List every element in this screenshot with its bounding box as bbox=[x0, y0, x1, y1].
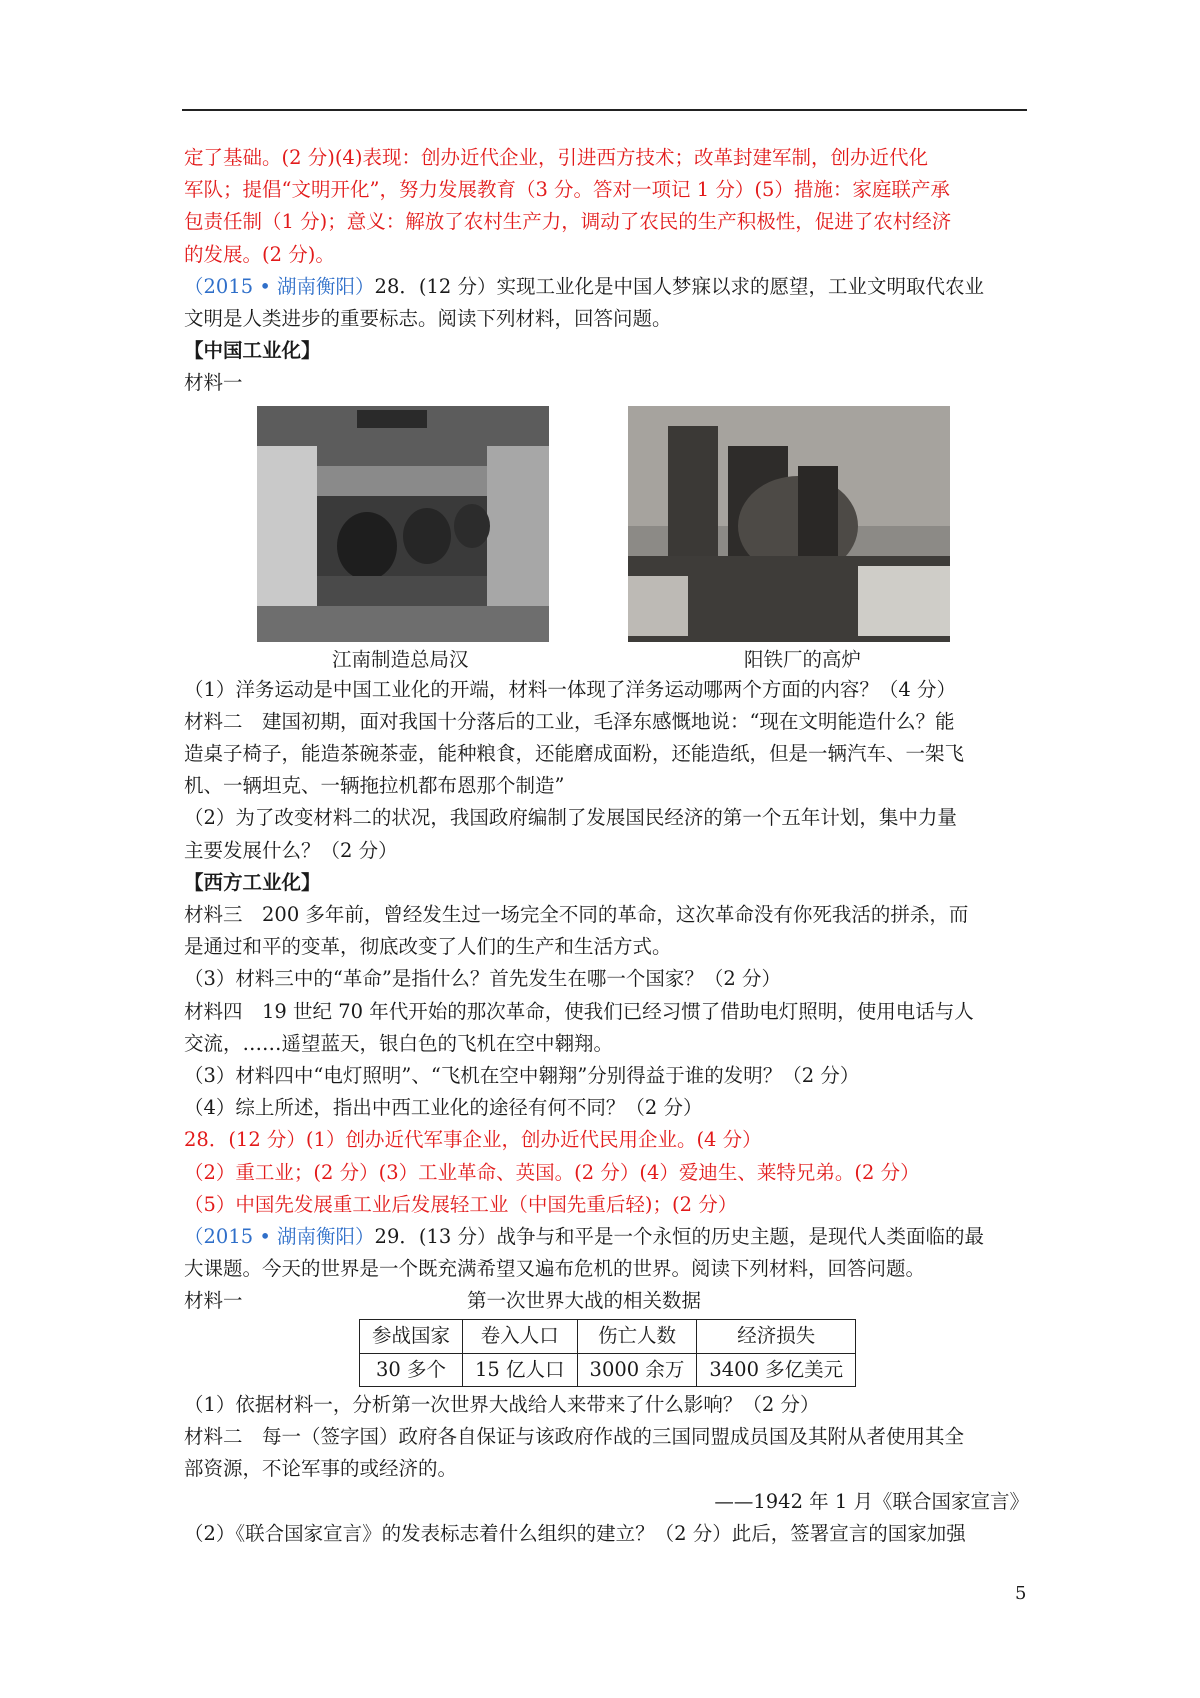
prev-answer-line: 定了基础。(2 分)(4)表现：创办近代企业，引进西方技术；改革封建军制，创办近代化 bbox=[184, 146, 928, 169]
q28-question-2: （2）为了改变材料二的状况，我国政府编制了发展国民经济的第一个五年计划，集中力量 bbox=[184, 806, 957, 830]
material-four-line: 材料四 19 世纪 70 年代开始的那次革命，使我们已经习惯了借助电灯照明，使用电话与人 bbox=[184, 999, 974, 1023]
q28-intro-cont: 文明是人类进步的重要标志。阅读下列材料，回答问题。 bbox=[184, 307, 672, 331]
material-one-photos bbox=[184, 400, 1029, 674]
photo-caption: 阳铁厂的高炉 bbox=[744, 647, 862, 671]
q28-question-1: （1）洋务运动是中国工业化的开端，材料一体现了洋务运动哪两个方面的内容？（4 分） bbox=[184, 677, 957, 701]
q28-answer-line: 28．(12 分）(1）创办近代军事企业，创办近代民用企业。(4 分） bbox=[184, 1128, 762, 1152]
q29-question-2: （2）《联合国家宣言》的发表标志着什么组织的建立？（2 分）此后，签署宣言的国家加强 bbox=[184, 1521, 966, 1545]
q28-answer-line: （5）中国先发展重工业后发展轻工业（中国先重后轻)；(2 分） bbox=[184, 1192, 738, 1216]
q29-source: （2015 • 湖南衡阳） bbox=[184, 1225, 375, 1249]
material-two-line: 材料二 每一（签字国）政府各自保证与该政府作战的三国同盟成员国及其附从者使用其全 bbox=[184, 1425, 965, 1449]
table-header-cell: 经济损失 bbox=[697, 1320, 856, 1353]
hanyang-furnace-photo bbox=[628, 406, 950, 642]
material-two-line: 机、一辆坦克、一辆拖拉机都布恩那个制造” bbox=[184, 774, 565, 798]
material-two-source: ——1942 年 1 月《联合国家宣言》 bbox=[714, 1489, 1029, 1513]
material-four-line: 交流，……遥望蓝天，银白色的飞机在空中翱翔。 bbox=[184, 1031, 614, 1055]
q29-intro: （2015 • 湖南衡阳）29．(13 分）战争与和平是一个永恒的历史主题，是现代人类面临的最 bbox=[184, 1225, 984, 1249]
jiangnan-arsenal-photo bbox=[257, 406, 549, 642]
material-two-line: 材料二 建国初期，面对我国十分落后的工业，毛泽东感慨地说：“现在文明能造什么？能 bbox=[184, 709, 955, 733]
q28-source: （2015 • 湖南衡阳） bbox=[184, 274, 375, 298]
section-heading-west: 【西方工业化】 bbox=[184, 870, 321, 894]
prev-answer-line: 军队；提倡“文明开化”，努力发展教育（3 分。答对一项记 1 分）(5）措施：家庭联产承 bbox=[184, 178, 950, 202]
page-content bbox=[184, 142, 1029, 1550]
q28-answer-line: （2）重工业；(2 分）(3）工业革命、英国。(2 分）(4）爱迪生、莱特兄弟。(2 分） bbox=[184, 1160, 920, 1184]
header-rule bbox=[182, 109, 1027, 111]
wwi-data-table bbox=[359, 1319, 856, 1386]
table-header-cell: 卷入人口 bbox=[463, 1320, 578, 1353]
prev-answer-line: 的发展。(2 分)。 bbox=[184, 242, 335, 266]
q28-intro: （2015 • 湖南衡阳）28．(12 分）实现工业化是中国人梦寐以求的愿望，工业文明取代农业 bbox=[184, 274, 984, 298]
table-cell: 15 亿人口 bbox=[463, 1353, 578, 1386]
q28-question-3b: （3）材料四中“电灯照明”、“飞机在空中翱翔”分别得益于谁的发明？（2 分） bbox=[184, 1064, 860, 1088]
material-three-line: 是通过和平的变革，彻底改变了人们的生产和生活方式。 bbox=[184, 935, 672, 959]
material-one-table-line bbox=[184, 1285, 1029, 1317]
table-header-cell: 伤亡人数 bbox=[577, 1320, 697, 1353]
table-cell: 3000 余万 bbox=[577, 1353, 697, 1386]
table-title: 第一次世界大战的相关数据 bbox=[467, 1289, 702, 1313]
q29-intro-cont: 大课题。今天的世界是一个既充满希望又遍布危机的世界。阅读下列材料，回答问题。 bbox=[184, 1257, 926, 1281]
prev-answer-line: 包责任制（1 分)；意义：解放了农村生产力，调动了农民的生产积极性，促进了农村经济 bbox=[184, 210, 952, 234]
table-header-cell: 参战国家 bbox=[360, 1320, 463, 1353]
material-two-line: 造桌子椅子，能造茶碗茶壶，能种粮食，还能磨成面粉，还能造纸，但是一辆汽车、一架飞 bbox=[184, 742, 965, 766]
table-cell: 3400 多亿美元 bbox=[697, 1353, 856, 1386]
q28-question-4: （4）综上所述，指出中西工业化的途径有何不同？（2 分） bbox=[184, 1096, 703, 1120]
table-row bbox=[360, 1353, 856, 1386]
page-number: 5 bbox=[1015, 1583, 1027, 1604]
material-two-line: 部资源，不论军事的或经济的。 bbox=[184, 1457, 458, 1481]
material-one-label: 材料一 bbox=[184, 371, 243, 395]
table-header-row bbox=[360, 1320, 856, 1353]
table-cell: 30 多个 bbox=[360, 1353, 463, 1386]
q28-question-3a: （3）材料三中的“革命”是指什么？首先发生在哪一个国家？（2 分） bbox=[184, 967, 781, 991]
section-heading-china: 【中国工业化】 bbox=[184, 339, 321, 363]
q29-question-1: （1）依据材料一，分析第一次世界大战给人来带来了什么影响？（2 分） bbox=[184, 1392, 820, 1416]
material-one-label: 材料一 bbox=[184, 1289, 243, 1313]
material-three-line: 材料三 200 多年前，曾经发生过一场完全不同的革命，这次革命没有你死我活的拼杀，而 bbox=[184, 903, 969, 927]
q28-question-2-cont: 主要发展什么？（2 分） bbox=[184, 838, 398, 862]
photo-caption: 江南制造总局汉 bbox=[332, 647, 469, 671]
